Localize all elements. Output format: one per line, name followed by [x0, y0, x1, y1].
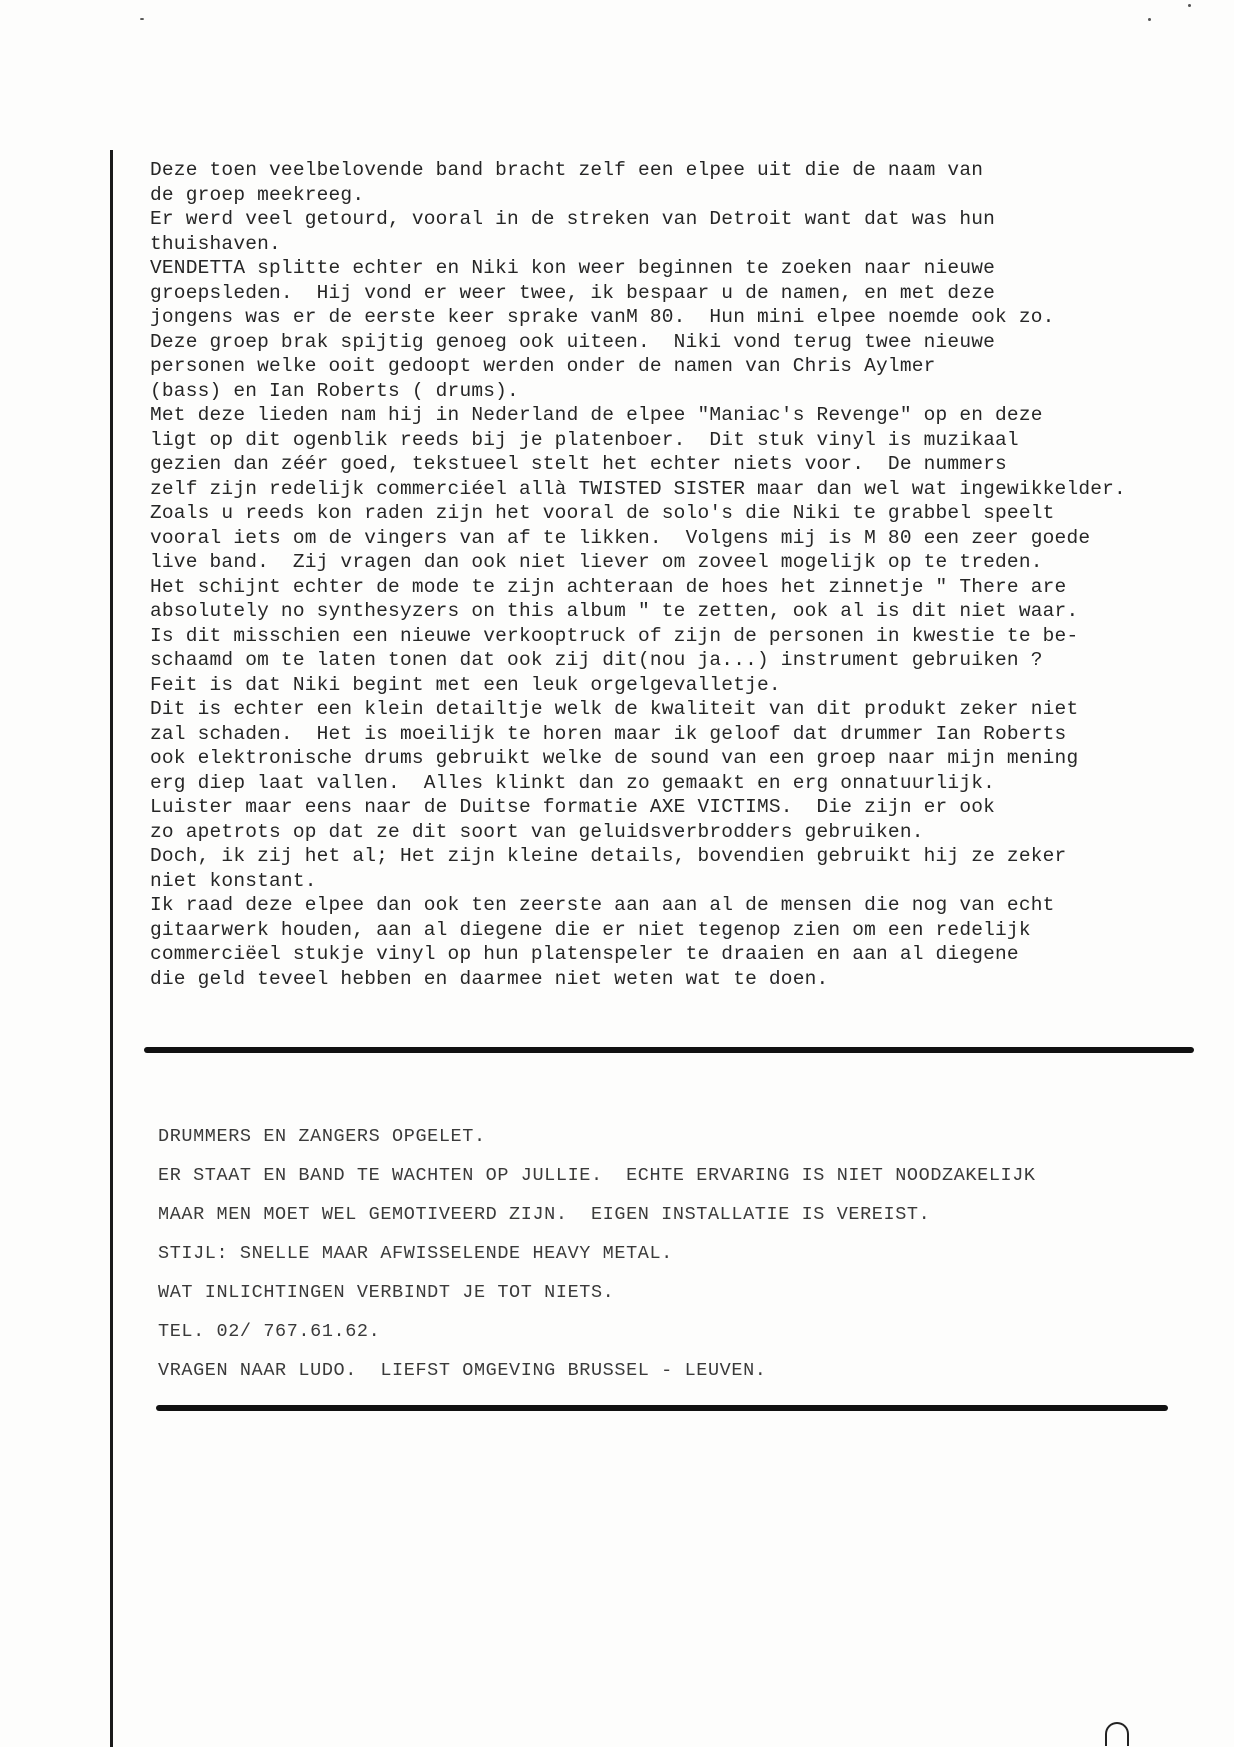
ad-line: STIJL: SNELLE MAAR AFWISSELENDE HEAVY METAL.	[158, 1243, 673, 1264]
album-review-text	[150, 158, 1190, 991]
ink-speck	[1148, 18, 1151, 21]
review-line: jongens was er de eerste keer sprake vanM 80. Hun mini elpee noemde ook zo.	[150, 306, 1055, 328]
review-line: die geld teveel hebben en daarmee niet weten wat te doen.	[150, 967, 829, 990]
review-line: zo apetrots op dat ze dit soort van geluidsverbrodders gebruiken.	[150, 820, 924, 843]
review-line: Doch, ik zij het al; Het zijn kleine details, bovendien gebruikt hij ze zeker	[150, 845, 1067, 867]
section-divider-bottom	[156, 1405, 1168, 1411]
review-line: Er werd veel getourd, vooral in de streken van Detroit want dat was hun	[150, 208, 996, 230]
review-line: gitaarwerk houden, aan al diegene die er niet tegenop zien om een redelijk	[150, 918, 1031, 941]
ad-line: VRAGEN NAAR LUDO. LIEFST OMGEVING BRUSSEL - LEUVEN.	[158, 1360, 767, 1381]
review-line: Zoals u reeds kon raden zijn het vooral de solo's die Niki te grabbel speelt	[150, 502, 1055, 524]
review-line: (bass) en Ian Roberts ( drums).	[150, 379, 519, 402]
review-line: Feit is dat Niki begint met een leuk orgelgevalletje.	[150, 673, 781, 696]
review-line: Het schijnt echter de mode te zijn achteraan de hoes het zinnetje " There are	[150, 575, 1067, 598]
review-line: niet konstant.	[150, 869, 317, 892]
ad-line: WAT INLICHTINGEN VERBINDT JE TOT NIETS.	[158, 1282, 615, 1303]
review-line: Is dit misschien een nieuwe verkooptruck of zijn de personen in kwestie te be-	[150, 624, 1079, 647]
review-line: groepsleden. Hij vond er weer twee, ik bespaar u de namen, en met deze	[150, 281, 996, 304]
ink-speck	[1188, 4, 1191, 7]
review-line: schaamd om te laten tonen dat ook zij dit(nou ja...) instrument gebruiken ?	[150, 649, 1043, 671]
review-line: vooral iets om de vingers van af te likken. Volgens mij is M 80 een zeer goede	[150, 526, 1091, 549]
review-line: Luister maar eens naar de Duitse formatie AXE VICTIMS. Die zijn er ook	[150, 796, 996, 818]
review-line: live band. Zij vragen dan ook niet liever om zoveel mogelijk op te treden.	[150, 551, 1043, 573]
ad-phone: TEL. 02/ 767.61.62.	[158, 1321, 381, 1342]
review-line: Deze toen veelbelovende band bracht zelf een elpee uit die de naam van	[150, 159, 984, 181]
review-line: Deze groep brak spijtig genoeg ook uiteen. Niki vond terug twee nieuwe	[150, 330, 996, 353]
review-line: ook elektronische drums gebruikt welke de sound van een groep naar mijn mening	[150, 747, 1079, 769]
review-line: Met deze lieden nam hij in Nederland de elpee "Maniac's Revenge" op en deze	[150, 404, 1043, 426]
review-line: zal schaden. Het is moeilijk te horen maar ik geloof dat drummer Ian Roberts	[150, 722, 1067, 745]
review-line: de groep meekreeg.	[150, 183, 365, 206]
review-line: Ik raad deze elpee dan ook ten zeerste aan aan al de mensen die nog van echt	[150, 894, 1055, 916]
review-line: zelf zijn redelijk commerciéel allà TWISTED SISTER maar dan wel wat ingewikkelder.	[150, 477, 1126, 500]
section-divider-top	[144, 1047, 1194, 1053]
review-line: erg diep laat vallen. Alles klinkt dan zo gemaakt en erg onnatuurlijk.	[150, 771, 996, 794]
review-line: absolutely no synthesyzers on this album " te zetten, ook al is dit niet waar.	[150, 600, 1079, 622]
review-line: ligt op dit ogenblik reeds bij je platenboer. Dit stuk vinyl is muzikaal	[150, 428, 1019, 451]
left-margin-rule	[110, 150, 113, 1747]
ink-speck	[140, 18, 144, 20]
review-line: commerciëel stukje vinyl op hun platenspeler te draaien en aan al diegene	[150, 943, 1019, 965]
ad-line: ER STAAT EN BAND TE WACHTEN OP JULLIE. ECHTE ERVARING IS NIET NOODZAKELIJK	[158, 1165, 1036, 1186]
review-line: gezien dan zéér goed, tekstueel stelt het echter niets voor. De nummers	[150, 453, 1007, 475]
review-line: personen welke ooit gedoopt werden onder de namen van Chris Aylmer	[150, 355, 936, 377]
review-line: VENDETTA splitte echter en Niki kon weer beginnen te zoeken naar nieuwe	[150, 257, 996, 279]
ad-line: MAAR MEN MOET WEL GEMOTIVEERD ZIJN. EIGEN INSTALLATIE IS VEREIST.	[158, 1204, 931, 1225]
page-corner-mark	[1105, 1722, 1129, 1746]
classified-ad	[158, 1117, 1188, 1390]
ad-heading: DRUMMERS EN ZANGERS OPGELET.	[158, 1126, 486, 1147]
review-line: Dit is echter een klein detailtje welk de kwaliteit van dit produkt zeker niet	[150, 698, 1079, 720]
review-line: thuishaven.	[150, 232, 281, 255]
